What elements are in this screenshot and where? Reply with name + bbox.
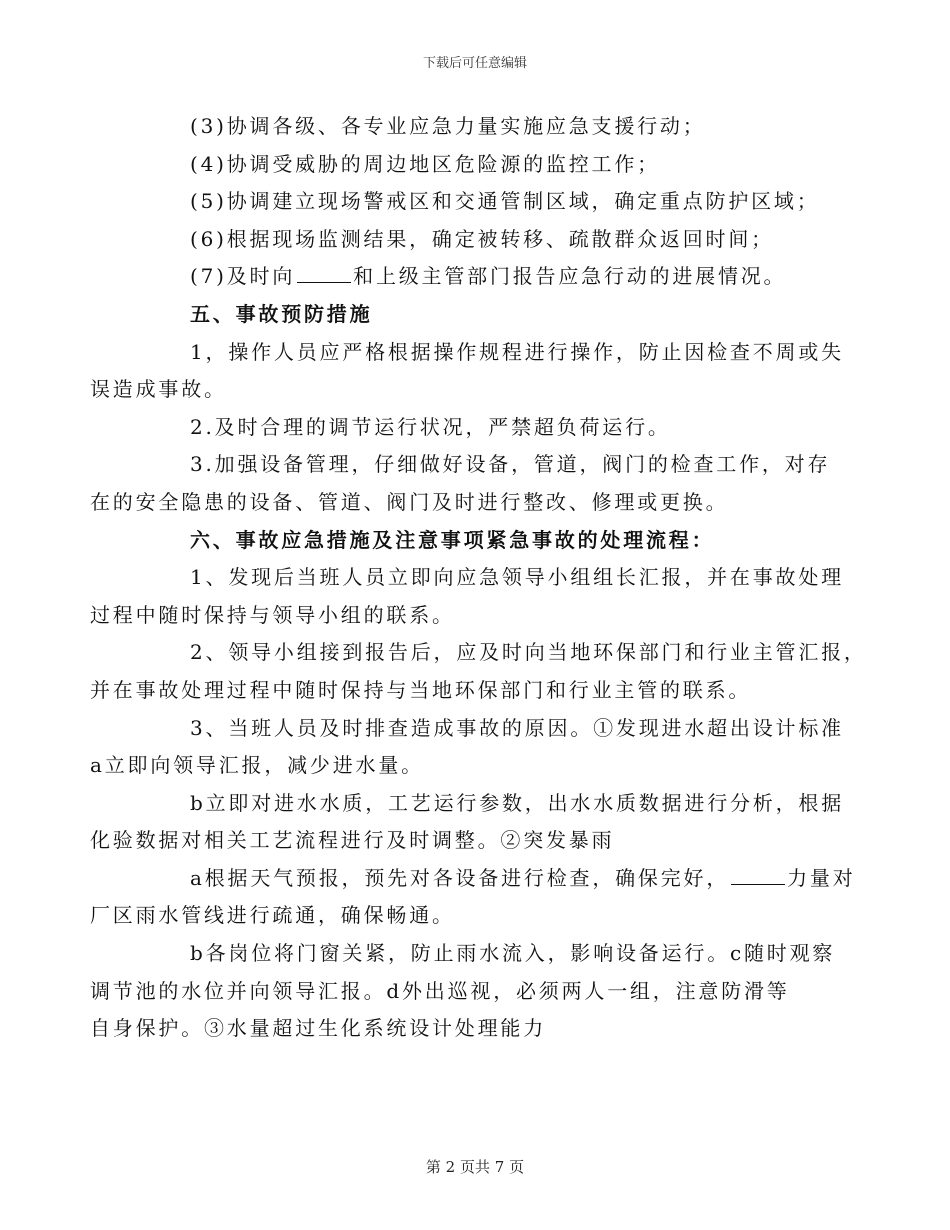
text-line: b各岗位将门窗关紧，防止雨水流入，影响设备运行。c随时观察	[190, 941, 836, 966]
paragraph-item-3	[140, 108, 825, 146]
step-rain-a	[90, 860, 856, 935]
text-line: 2、领导小组接到报告后，应及时向当地环保部门和行业主管汇报，	[190, 640, 867, 665]
text-line: 厂区雨水管线进行疏通，确保畅通。	[90, 903, 455, 928]
text-line: (5)协调建立现场警戒区和交通管制区域，确定重点防护区域；	[190, 189, 820, 214]
text-line: 3.加强设备管理，仔细做好设备，管道，阀门的检查工作，对存	[190, 452, 831, 477]
text-line: 化验数据对相关工艺流程进行及时调整。②突发暴雨	[90, 828, 615, 853]
text-line: 1，操作人员应严格根据操作规程进行操作，防止因检查不周或失	[190, 339, 844, 364]
fill-blank	[297, 282, 351, 283]
text-line: 3、当班人员及时排查造成事故的原因。①发现进水超出设计标准	[190, 715, 844, 740]
step-1	[90, 559, 844, 634]
fill-blank	[731, 884, 785, 885]
section-heading-5	[140, 296, 825, 334]
text-line: 误造成事故。	[90, 377, 227, 402]
paragraph-item-5	[140, 183, 825, 221]
page-footer: 第 2 页共 7 页	[425, 1158, 525, 1176]
text-line: (7)及时向	[190, 264, 296, 289]
step-3	[90, 710, 844, 785]
paragraph-item-7	[140, 258, 825, 296]
section-heading-6	[140, 522, 825, 560]
text-line: b立即对进水水质，工艺运行参数，出水水质数据进行分析，根据	[190, 790, 845, 815]
page-header: 下载后可任意编辑	[422, 56, 527, 71]
text-line: a立即向领导汇报，减少进水量。	[90, 753, 424, 778]
text-line: 1、发现后当班人员立即向应急领导小组组长汇报，并在事故处理	[190, 565, 844, 590]
text-line: 并在事故处理过程中随时保持与当地环保部门和行业主管的联系。	[90, 677, 752, 702]
measure-1	[90, 334, 844, 409]
document-body	[90, 108, 867, 1048]
heading-text: 五、事故预防措施	[190, 301, 373, 326]
text-fragment: 力量对	[787, 865, 856, 890]
step-2	[90, 634, 867, 709]
measure-2	[140, 409, 825, 447]
text-line: 调节池的水位并向领导汇报。d外出巡视，必须两人一组，注意防滑等	[90, 978, 790, 1003]
text-line: 过程中随时保持与领导小组的联系。	[90, 602, 455, 627]
text-line: 2.及时合理的调节运行状况，严禁超负荷运行。	[190, 414, 671, 439]
text-line	[140, 860, 856, 898]
text-line: (4)协调受威胁的周边地区危险源的监控工作；	[190, 151, 660, 176]
paragraph-item-6	[140, 221, 825, 259]
step-rain-b	[90, 935, 836, 1048]
text-fragment: a根据天气预报，预先对各设备进行检查，确保完好，	[190, 865, 730, 890]
step-3b	[90, 785, 845, 860]
heading-text: 六、事故应急措施及注意事项紧急事故的处理流程：	[190, 527, 715, 552]
text-line: (6)根据现场监测结果，确定被转移、疏散群众返回时间；	[190, 226, 774, 251]
measure-3	[90, 446, 831, 521]
text-line: (3)协调各级、各专业应急力量实施应急支援行动；	[190, 114, 706, 138]
text-line: 和上级主管部门报告应急行动的进展情况。	[353, 264, 787, 289]
text-line: 自身保护。③水量超过生化系统设计处理能力	[90, 1016, 546, 1041]
text-line: 在的安全隐患的设备、管道、阀门及时进行整改、修理或更换。	[90, 489, 729, 514]
paragraph-item-4	[140, 146, 825, 184]
